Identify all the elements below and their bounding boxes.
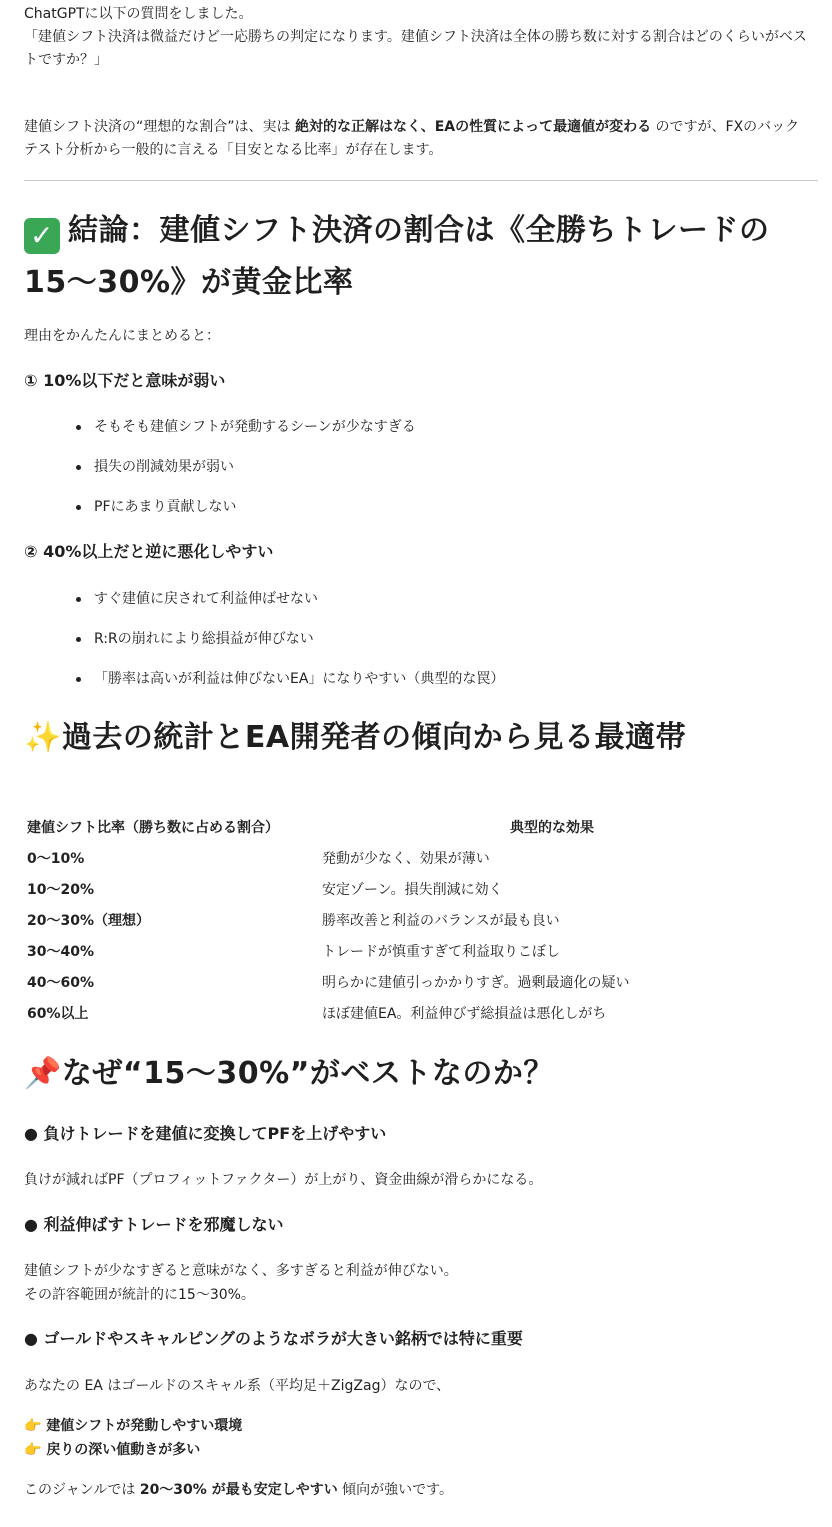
point3-bullet [24,1415,242,1437]
section1-lead: 理由をかんたんにまとめると： [24,328,220,344]
pushpin-icon: 📌 [24,1056,62,1091]
divider [24,180,818,181]
pointing-hand-icon: 👉 [24,1442,42,1458]
point3-text: あなたの EA はゴールドのスキャル系（平均足＋ZigZag）なので、 [24,1378,451,1394]
point3-title: ● ゴールドやスキャルピングのようなボラが大きい銘柄では特に重要 [24,1329,523,1348]
conclusion [24,1479,453,1501]
table-header-row [24,812,782,842]
intro-question: 「建値シフト決済は微益だけど一応勝ちの判定になります。建値シフト決済は全体の勝ち数に対する割合はどのくらいがベストですか？」 [24,29,807,68]
check-mark-icon: ✓ [24,218,60,254]
intro-block [24,3,818,72]
point1-title: ● 負けトレードを建値に変換してPFを上げやすい [24,1124,387,1143]
section1-sub1-title: ① 10%以下だと意味が弱い [24,371,226,390]
section1-sub1-list [24,416,416,536]
table-cell: 発動が少なく、効果が薄い [322,850,490,867]
pointing-hand-icon: 👉 [24,1418,42,1434]
list-item: すぐ建値に戻されて利益伸ばせない [24,588,504,628]
section1-sub2-list [24,588,504,708]
table-cell: 20〜30%（理想） [27,912,150,929]
sparkles-icon: ✨ [24,720,62,755]
table-cell: 30〜40% [27,943,94,960]
list-item: R:Rの崩れにより総損益が伸びない [24,628,504,668]
table-row [24,966,782,997]
table-cell: 40〜60% [27,974,94,991]
section1-heading [24,205,818,309]
section3-title: なぜ“15〜30%”がベストなのか？ [61,1056,554,1091]
table-cell: トレードが慎重すぎて利益取りこぼし [322,943,560,960]
table-row [24,997,782,1028]
table-cell: 60%以上 [27,1005,89,1022]
table-row [24,935,782,966]
list-item: PFにあまり貢献しない [24,496,416,536]
section2-heading [24,712,686,764]
point3-bullet [24,1439,200,1461]
table-cell: 10〜20% [27,881,94,898]
answer-intro [24,116,804,162]
table-cell: 0〜10% [27,850,85,867]
list-item: 「勝率は高いが利益は伸びないEA」になりやすい（典型的な罠） [24,668,504,708]
answer-intro-post: のですが、FXのバックテスト分析から一般的に言える「目安となる比率」が存在します。 [24,119,800,158]
section2-title: 過去の統計とEA開発者の傾向から見る最適帯 [61,720,687,755]
conclusion-bold: 20〜30% が最も安定しやすい [139,1482,338,1498]
table-row [24,842,782,873]
list-item: 損失の削減効果が弱い [24,456,416,496]
table-cell: 勝率改善と利益のバランスが最も良い [322,912,560,929]
answer-intro-bold: 絶対的な正解はなく、EAの性質によって最適値が変わる [294,119,652,135]
point2-text2: その許容範囲が統計的に15〜30%。 [24,1287,255,1303]
point1-text: 負けが減ればPF（プロフィットファクター）が上がり、資金曲線が滑らかになる。 [24,1172,543,1188]
section1-sub2-title: ② 40%以上だと逆に悪化しやすい [24,542,274,561]
table-header: 典型的な効果 [510,820,594,836]
section1-title: 結論：建値シフト決済の割合は《全勝ちトレードの15〜30%》が黄金比率 [24,213,770,300]
table-cell: 安定ゾーン。損失削減に効く [322,881,503,898]
table-header: 建値シフト比率（勝ち数に占める割合） [27,820,279,836]
answer-intro-pre: 建値シフト決済の“理想的な割合”は、実は [24,119,295,135]
point3-bullet-text: 建値シフトが発動しやすい環境 [46,1418,243,1434]
conclusion-post: 傾向が強いです。 [337,1482,454,1498]
point2-title: ● 利益伸ばすトレードを邪魔しない [24,1215,284,1234]
table-row [24,873,782,904]
table-cell: ほぼ建値EA。利益伸びず総損益は悪化しがち [322,1005,607,1022]
section3-heading [24,1048,554,1100]
conclusion-pre: このジャンルでは [24,1482,140,1498]
intro-line: ChatGPTに以下の質問をしました。 [24,6,253,22]
list-item: そもそも建値シフトが発動するシーンが少なすぎる [24,416,416,456]
point2-text1: 建値シフトが少なすぎると意味がなく、多すぎると利益が伸びない。 [24,1263,458,1279]
table-row [24,904,782,935]
table-cell: 明らかに建値引っかかりすぎ。過剰最適化の疑い [322,974,630,991]
point3-bullet-text: 戻りの深い値動きが多い [46,1442,201,1458]
effect-table [24,812,782,1028]
